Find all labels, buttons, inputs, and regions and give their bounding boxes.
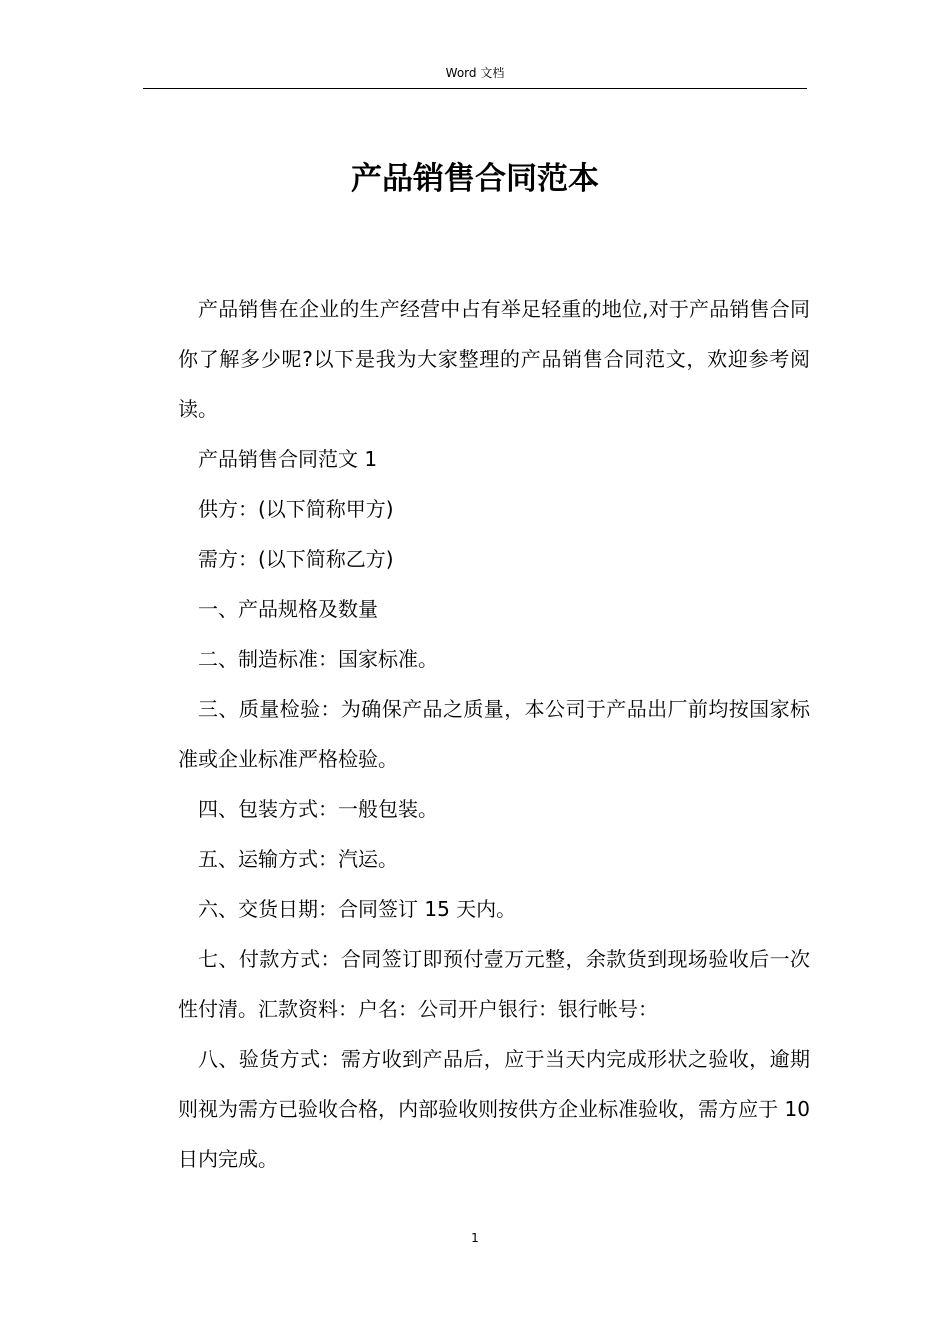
clause-4: 四、包装方式：一般包装。 xyxy=(198,797,438,821)
intro-paragraph: 产品销售在企业的生产经营中占有举足轻重的地位,对于产品销售合同你了解多少呢?以下是我为大家整理的产品销售合同范文，欢迎参考阅读。 xyxy=(178,297,810,421)
clause-6: 六、交货日期：合同签订 15 天内。 xyxy=(198,897,517,921)
document-body xyxy=(178,284,810,1184)
document-title: 产品销售合同范本 xyxy=(351,161,599,197)
section-heading: 产品销售合同范文 1 xyxy=(198,447,378,471)
supplier-line: 供方：(以下简称甲方) xyxy=(198,497,394,521)
page-number: 1 xyxy=(471,1231,479,1245)
clause-8: 八、验货方式：需方收到产品后，应于当天内完成形状之验收，逾期则视为需方已验收合格，内部验收则按供方企业标准验收，需方应于 10 日内完成。 xyxy=(178,1047,810,1171)
header-text: Word 文档 xyxy=(445,66,505,80)
page-header xyxy=(143,62,807,89)
clause-5: 五、运输方式：汽运。 xyxy=(198,847,398,871)
clause-1: 一、产品规格及数量 xyxy=(198,597,378,621)
buyer-line: 需方：(以下简称乙方) xyxy=(198,547,394,571)
clause-3: 三、质量检验：为确保产品之质量，本公司于产品出厂前均按国家标准或企业标准严格检验。 xyxy=(178,697,810,771)
clause-7: 七、付款方式：合同签订即预付壹万元整，余款货到现场验收后一次性付清。汇款资料：户名：公司开户银行：银行帐号： xyxy=(178,947,810,1021)
clause-2: 二、制造标准：国家标准。 xyxy=(198,647,438,671)
